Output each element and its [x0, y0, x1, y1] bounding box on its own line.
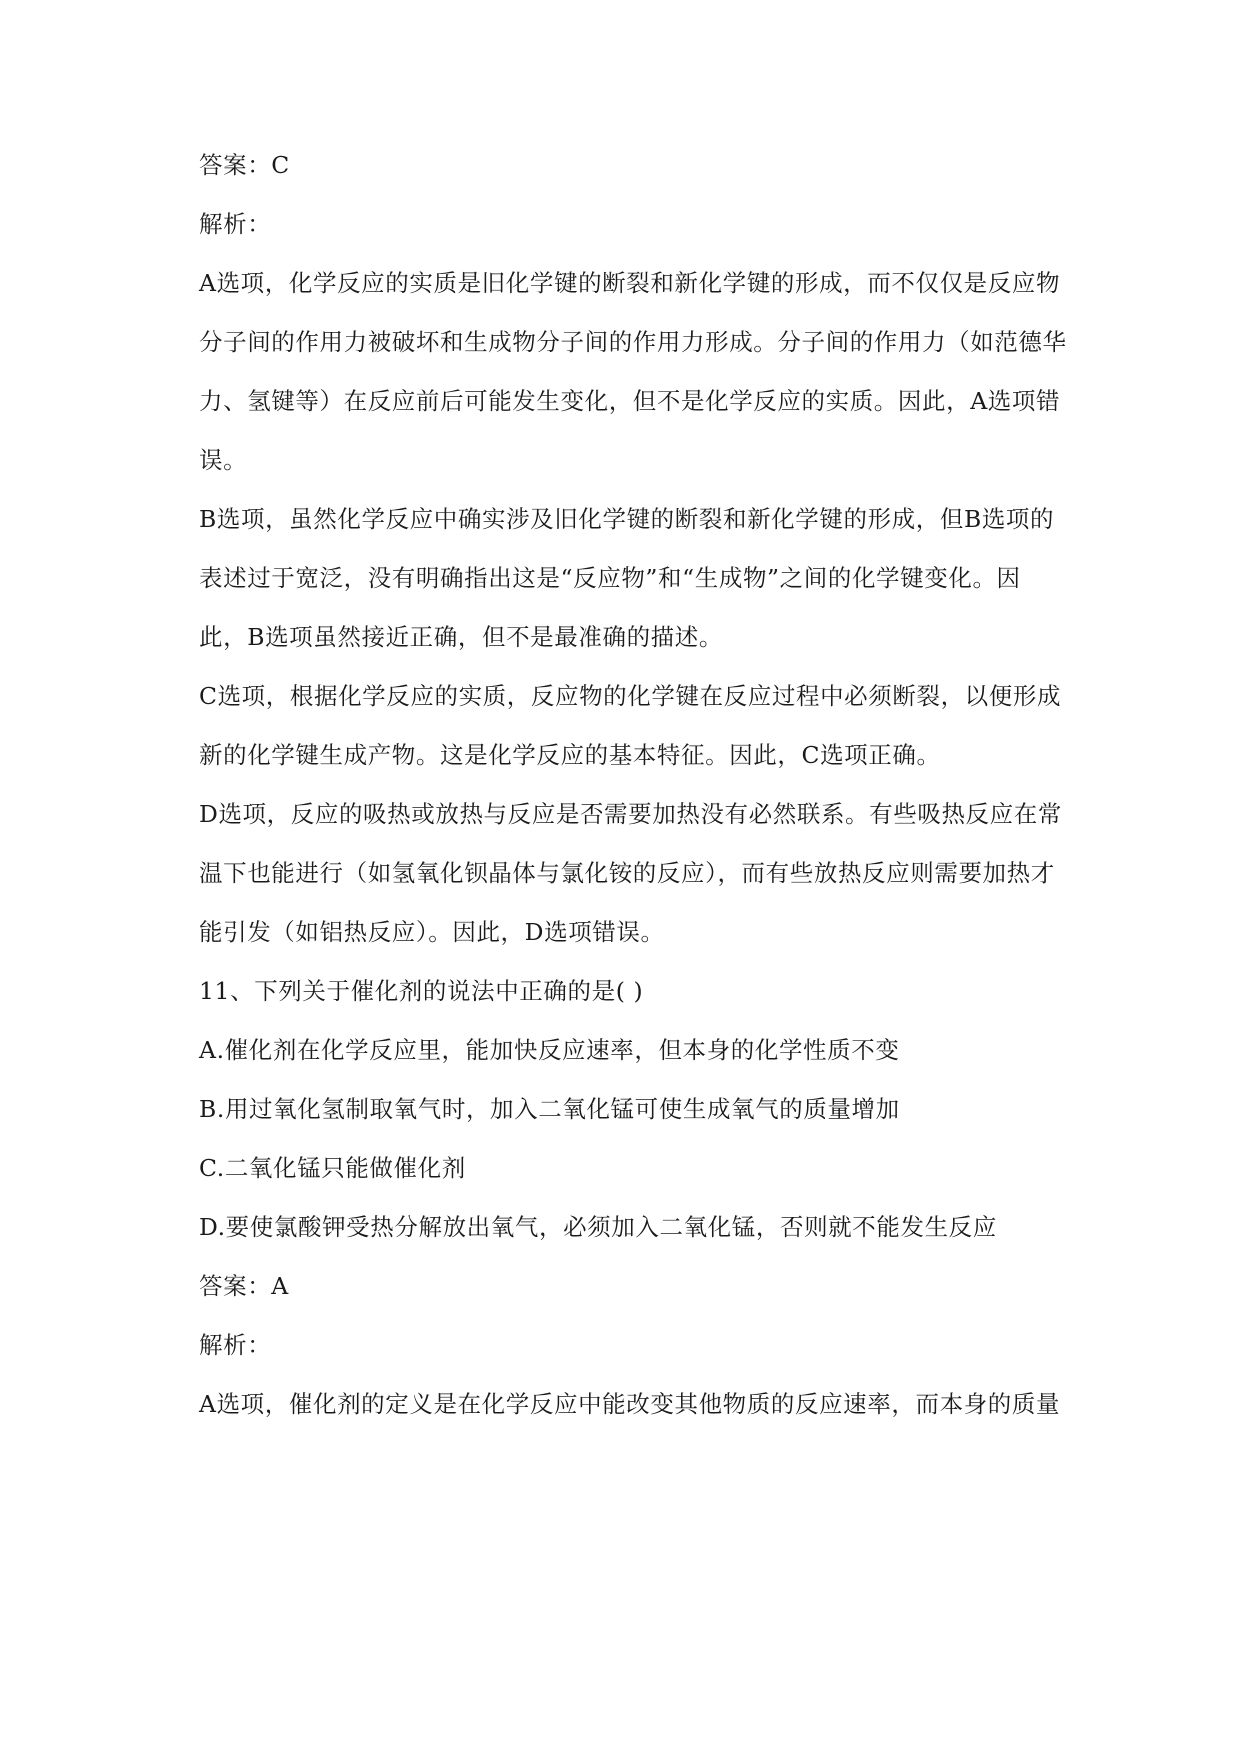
- text-line: A选项，化学反应的实质是旧化学键的断裂和新化学键的形成，而不仅仅是反应物: [199, 269, 1061, 297]
- text-line: 分子间的作用力被破坏和生成物分子间的作用力形成。分子间的作用力（如范德华: [199, 328, 1067, 356]
- question-option-d: D.要使氯酸钾受热分解放出氧气，必须加入二氧化锰，否则就不能发生反应: [199, 1213, 997, 1241]
- answer-line: 答案：C: [199, 151, 290, 179]
- text-line: 此，B选项虽然接近正确，但不是最准确的描述。: [199, 623, 723, 651]
- text-line: 温下也能进行（如氢氧化钡晶体与氯化铵的反应），而有些放热反应则需要加热才: [199, 859, 1055, 887]
- question-stem: 11、下列关于催化剂的说法中正确的是( ): [199, 977, 644, 1005]
- text-line: 力、氢键等）在反应前后可能发生变化，但不是化学反应的实质。因此，A选项错: [199, 387, 1061, 415]
- explanation-option-d: [199, 797, 1085, 949]
- text-line: 能引发（如铝热反应）。因此，D选项错误。: [199, 918, 665, 946]
- text-line: D选项，反应的吸热或放热与反应是否需要加热没有必然联系。有些吸热反应在常: [199, 800, 1062, 828]
- question-option-a: A.催化剂在化学反应里，能加快反应速率，但本身的化学性质不变: [199, 1036, 900, 1064]
- explanation-option-a: [199, 1387, 1085, 1421]
- text-line: 表述过于宽泛，没有明确指出这是“反应物”和“生成物”之间的化学键变化。因: [199, 564, 1021, 592]
- explanation-option-b: [199, 502, 1085, 654]
- text-line: C选项，根据化学反应的实质，反应物的化学键在反应过程中必须断裂，以便形成: [199, 682, 1062, 710]
- question-option-c: C.二氧化锰只能做催化剂: [199, 1154, 466, 1182]
- text-line: 新的化学键生成产物。这是化学反应的基本特征。因此，C选项正确。: [199, 741, 941, 769]
- text-line: A选项，催化剂的定义是在化学反应中能改变其他物质的反应速率，而本身的质量: [199, 1390, 1061, 1418]
- answer-line: 答案：A: [199, 1272, 289, 1300]
- explanation-option-a: [199, 266, 1085, 477]
- question-option-b: B.用过氧化氢制取氧气时，加入二氧化锰可使生成氧气的质量增加: [199, 1095, 900, 1123]
- analysis-label: 解析：: [199, 1331, 272, 1359]
- text-line: 误。: [199, 446, 248, 474]
- document-page: [199, 148, 1085, 1446]
- explanation-option-c: [199, 679, 1085, 772]
- analysis-label: 解析：: [199, 210, 272, 238]
- text-line: B选项，虽然化学反应中确实涉及旧化学键的断裂和新化学键的形成，但B选项的: [199, 505, 1055, 533]
